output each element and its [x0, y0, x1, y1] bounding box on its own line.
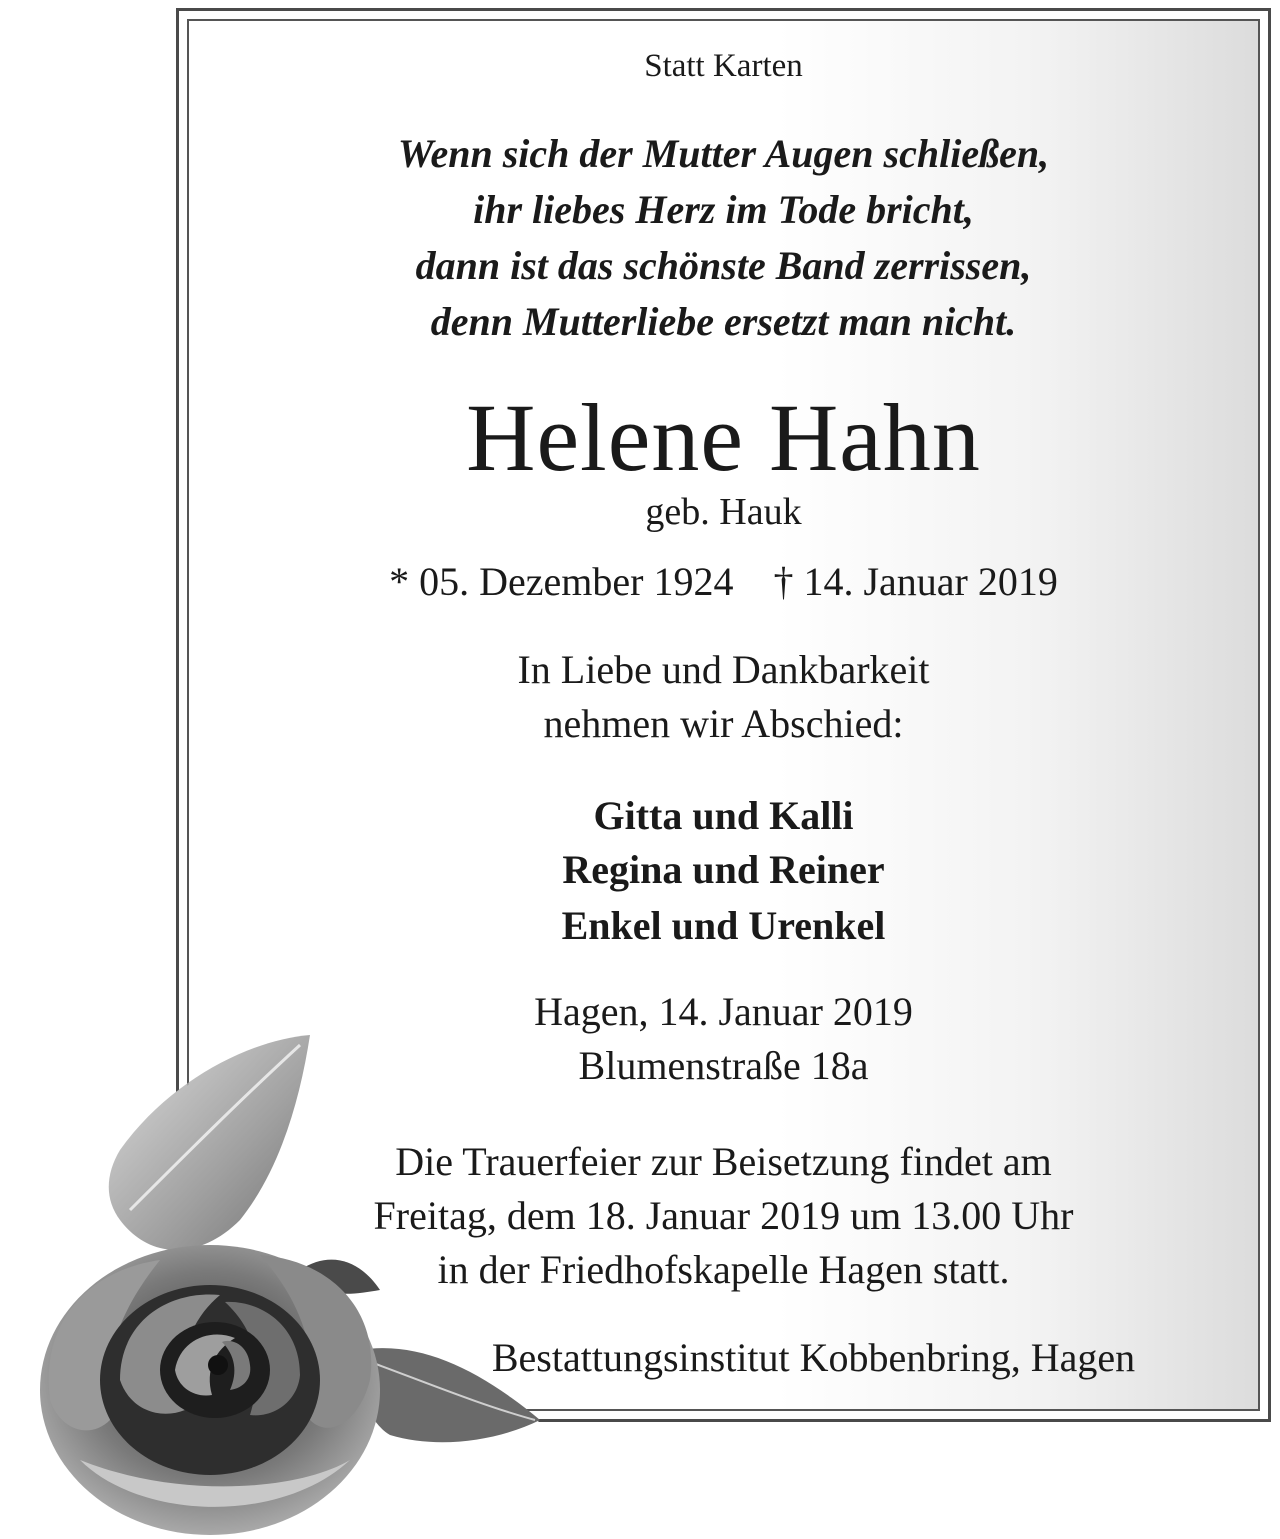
farewell-line-2: nehmen wir Abschied: [543, 701, 904, 746]
poem-line-2: ihr liebes Herz im Tode bricht, [473, 187, 974, 232]
funeral-home: Bestattungsinstitut Kobbenbring, Hagen [491, 1335, 1136, 1380]
mourner-line-1: Gitta und Kalli [593, 793, 854, 838]
address-line-1: Hagen, 14. Januar 2019 [534, 989, 913, 1034]
poem-line-1: Wenn sich der Mutter Augen schließen, [397, 131, 1050, 176]
poem-line-3: dann ist das schönste Band zerrissen, [415, 243, 1032, 288]
poem-line-4: denn Mutterliebe ersetzt man nicht. [430, 299, 1017, 344]
farewell-line-1: In Liebe und Dankbarkeit [517, 647, 930, 692]
mourner-line-3: Enkel und Urenkel [561, 903, 886, 948]
deceased-name: Helene Hahn [466, 384, 981, 491]
address-line-2: Blumenstraße 18a [578, 1043, 869, 1088]
rose-illustration [0, 1020, 600, 1539]
service-line-3: in der Friedhofskapelle Hagen statt. [437, 1247, 1010, 1292]
statt-karten-text: Statt Karten [644, 48, 803, 84]
deceased-birth-name: geb. Hauk [645, 491, 802, 533]
right-leaf [359, 1348, 540, 1442]
birth-date: * 05. Dezember 1924 [389, 559, 734, 604]
service-line-2: Freitag, dem 18. Januar 2019 um 13.00 Uhr [373, 1193, 1074, 1238]
service-line-1: Die Trauerfeier zur Beisetzung findet am [395, 1139, 1052, 1184]
death-date: † 14. Januar 2019 [773, 559, 1058, 604]
rose-core [208, 1355, 228, 1375]
life-dates [176, 558, 1271, 605]
mourner-line-2: Regina und Reiner [562, 847, 885, 892]
